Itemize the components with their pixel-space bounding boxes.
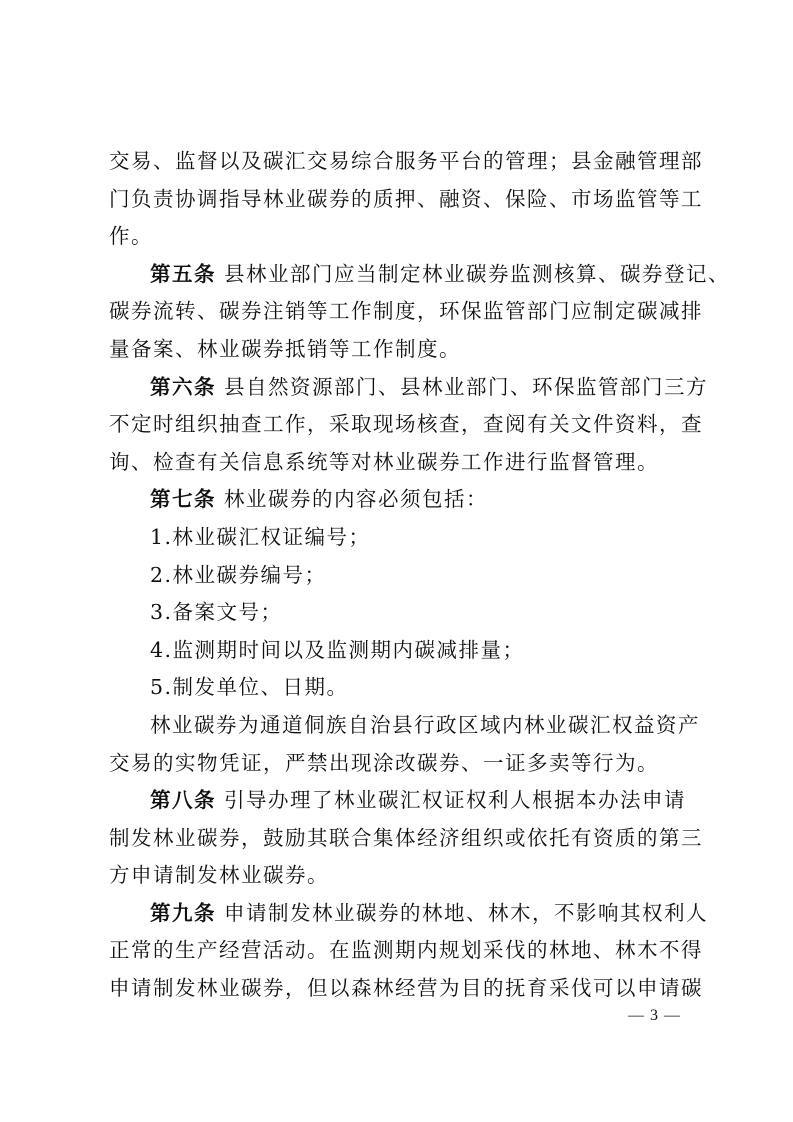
list-item: 2.林业碳券编号；	[150, 562, 327, 587]
article-number: 第七条	[150, 487, 216, 512]
text-line: 不定时组织抽查工作，采取现场核查，查阅有关文件资料，查	[109, 412, 703, 437]
text-line: 制发林业碳券，鼓励其联合集体经济组织或依托有资质的第三	[109, 825, 703, 850]
article-number: 第五条	[150, 261, 216, 286]
text-span	[216, 901, 224, 925]
text-line: 方申请制发林业碳券。	[109, 863, 329, 888]
text-line: 申请制发林业碳券，但以森林经营为目的抚育采伐可以申请碳	[109, 976, 703, 1001]
list-item: 4.监测期时间以及监测期内碳减排量；	[150, 637, 525, 662]
text-line: 量备案、林业碳券抵销等工作制度。	[109, 336, 461, 361]
list-item: 5.制发单位、日期。	[150, 675, 349, 700]
text-span: 县林业部门应当制定林业碳券监测核算、碳券登记、	[224, 261, 731, 286]
text-span	[216, 375, 224, 399]
text-span	[216, 788, 224, 812]
text-line: 作。	[109, 224, 153, 249]
list-item: 3.备案文号；	[150, 600, 283, 625]
text-line: 正常的生产经营活动。在监测期内规划采伐的林地、林木不得	[109, 938, 703, 963]
text-line: 林业碳券为通道侗族自治县行政区域内林业碳汇权益资产	[150, 712, 700, 737]
article-9-line	[109, 895, 709, 933]
text-span: 引导办理了林业碳汇权证权利人根据本办法申请	[224, 788, 687, 813]
text-span: 县自然资源部门、县林业部门、环保监管部门三方	[224, 374, 709, 399]
text-line: 碳券流转、碳券注销等工作制度，环保监管部门应制定碳减排	[109, 299, 703, 324]
text-line: 门负责协调指导林业碳券的质押、融资、保险、市场监管等工	[109, 186, 703, 211]
article-number: 第六条	[150, 374, 216, 399]
article-7-line	[109, 481, 695, 519]
text-span: 申请制发林业碳券的林地、林木，不影响其权利人	[224, 900, 709, 925]
list-item: 1.林业碳汇权证编号；	[150, 524, 371, 549]
text-span	[216, 487, 224, 511]
document-body	[109, 143, 731, 1008]
article-5-line	[109, 256, 731, 294]
text-span: 林业碳券的内容必须包括：	[224, 487, 489, 512]
article-6-line	[109, 369, 709, 407]
text-span	[216, 262, 224, 286]
article-number: 第九条	[150, 900, 216, 925]
page-number: — 3 —	[628, 1007, 681, 1024]
article-number: 第八条	[150, 788, 216, 813]
article-8-line	[109, 782, 695, 820]
text-line: 交易、监督以及碳汇交易综合服务平台的管理；县金融管理部	[109, 149, 703, 173]
text-line: 交易的实物凭证，严禁出现涂改碳券、一证多卖等行为。	[109, 750, 659, 775]
text-line: 询、检查有关信息系统等对林业碳券工作进行监督管理。	[109, 449, 659, 474]
